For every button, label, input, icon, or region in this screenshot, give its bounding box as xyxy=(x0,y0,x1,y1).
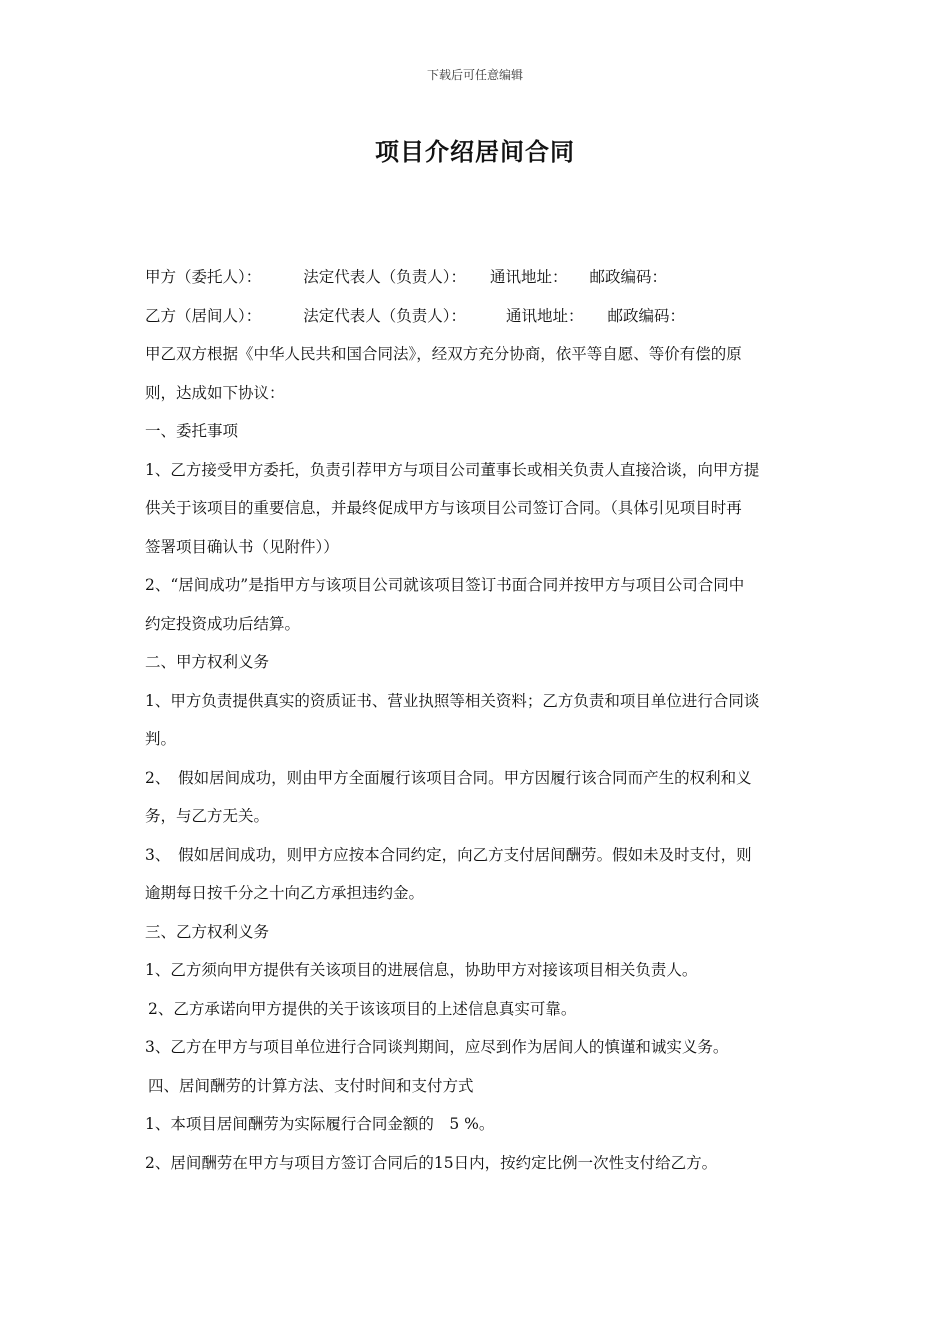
party-a-postcode: 邮政编码： xyxy=(589,268,668,286)
section-2-item-1-line-1: 1、甲方负责提供真实的资质证书、营业执照等相关资料；乙方负责和项目单位进行合同谈 xyxy=(145,691,760,710)
intro-line-1: 甲乙双方根据《中华人民共和国合同法》，经双方充分协商，依平等自愿、等价有偿的原 xyxy=(145,345,742,363)
section-2-item-2-line-2: 务，与乙方无关。 xyxy=(145,807,270,825)
page-title: 项目介绍居间合同 xyxy=(375,137,575,166)
party-a-label: 甲方（委托人）： xyxy=(145,268,262,286)
header-note: 下载后可任意编辑 xyxy=(426,68,523,82)
party-a-line xyxy=(145,258,810,297)
section-3-item-2: 2、乙方承诺向甲方提供的关于该该项目的上述信息真实可靠。 xyxy=(148,999,577,1018)
section-3-item-3: 3、乙方在甲方与项目单位进行合同谈判期间，应尽到作为居间人的慎谨和诚实义务。 xyxy=(145,1038,729,1056)
section-1-item-1-line-1: 1、乙方接受甲方委托，负责引荐甲方与项目公司董事长或相关负责人直接洽谈，向甲方提 xyxy=(145,460,760,479)
section-4-item-1: 1、本项目居间酬劳为实际履行合同金额的 5 %。 xyxy=(145,1115,495,1133)
party-b-rep: 法定代表人（负责人）： xyxy=(303,306,467,325)
party-a-rep: 法定代表人（负责人）： xyxy=(303,268,467,286)
intro-line-2: 则，达成如下协议： xyxy=(145,383,285,402)
section-1-item-1-line-3: 签署项目确认书（见附件）） xyxy=(145,537,339,556)
section-2-item-2-line-1: 2、 假如居间成功，则由甲方全面履行该项目合同。甲方因履行该合同而产生的权利和义 xyxy=(145,768,752,787)
section-3-heading: 三、乙方权利义务 xyxy=(145,922,270,941)
section-3-item-1: 1、乙方须向甲方提供有关该项目的进展信息，协助甲方对接该项目相关负责人。 xyxy=(145,961,698,979)
party-b-label: 乙方（居间人）： xyxy=(145,306,262,325)
section-1-item-2-line-1: 2、“居间成功”是指甲方与该项目公司就该项目签订书面合同并按甲方与项目公司合同中 xyxy=(145,576,745,594)
section-1-item-1-line-2: 供关于该项目的重要信息，并最终促成甲方与该项目公司签订合同。（具体引见项目时再 xyxy=(145,499,742,517)
section-2-item-3-line-1: 3、 假如居间成功，则甲方应按本合同约定，向乙方支付居间酬劳。假如未及时支付，则 xyxy=(145,845,752,864)
section-2-heading: 二、甲方权利义务 xyxy=(145,653,270,671)
party-b-postcode: 邮政编码： xyxy=(607,306,686,325)
contract-body xyxy=(145,258,810,1182)
party-a-address: 通讯地址： xyxy=(490,268,568,286)
section-2-item-1-line-2: 判。 xyxy=(145,730,177,748)
section-1-item-2-line-2: 约定投资成功后结算。 xyxy=(145,614,301,633)
party-b-line xyxy=(145,297,810,336)
party-b-address: 通讯地址： xyxy=(506,306,584,325)
section-2-item-3-line-2: 逾期每日按千分之十向乙方承担违约金。 xyxy=(145,884,425,902)
section-1-heading: 一、委托事项 xyxy=(145,422,239,440)
section-4-item-2: 2、居间酬劳在甲方与项目方签订合同后的15日内，按约定比例一次性支付给乙方。 xyxy=(145,1153,718,1172)
section-4-heading: 四、居间酬劳的计算方法、支付时间和支付方式 xyxy=(148,1076,474,1095)
